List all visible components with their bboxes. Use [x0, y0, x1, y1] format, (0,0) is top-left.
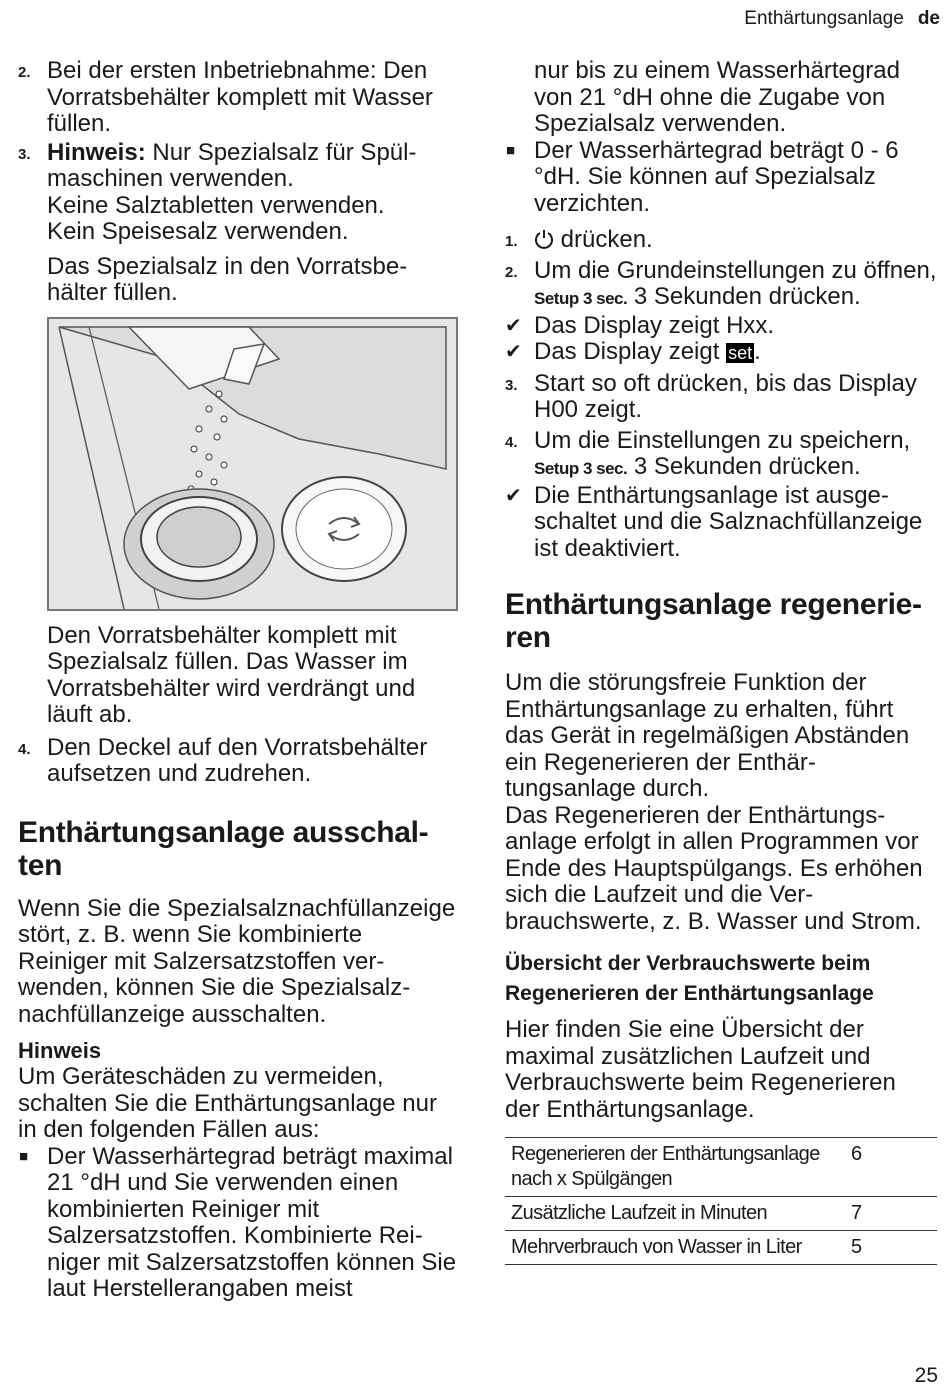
bullet-text: Der Wasserhärtegrad beträgt 0 - 6 °dH. Sie können auf Spezialsalz verzichten.	[534, 136, 899, 217]
table-row	[505, 1138, 937, 1197]
step-text: Den Deckel auf den Vorratsbehälter aufsetzen und zudrehen.	[47, 733, 428, 787]
result-text: Das Display zeigt	[534, 338, 727, 365]
table-cell-label: Zusätzliche Laufzeit in Minuten	[505, 1197, 845, 1231]
note-heading: Hinweis	[18, 1038, 102, 1063]
section-paragraph: Hier finden Sie eine Übersicht der maximal zusätzlichen Laufzeit und Verbrauchswerte beim Regenerieren der Enthärtungsanlage.	[505, 1016, 896, 1123]
table-cell-value: 5	[845, 1231, 937, 1265]
step-number: 1.	[505, 233, 518, 250]
step-1	[505, 227, 937, 254]
step-text: Um die Grundeinstellungen zu öffnen,	[534, 256, 937, 284]
power-icon	[534, 229, 554, 249]
step-4	[18, 735, 458, 788]
result-2	[505, 339, 937, 367]
result-3	[505, 483, 937, 563]
result-text: .	[754, 338, 761, 365]
table-cell-value: 7	[845, 1197, 937, 1231]
table-row	[505, 1197, 937, 1231]
step-4	[505, 428, 937, 483]
bullet-square-icon: ■	[506, 141, 516, 159]
salt-filling-illustration	[47, 317, 458, 611]
page-number: 25	[914, 1364, 938, 1387]
step-text-line: Kein Speisesalz verwenden.	[47, 218, 349, 245]
right-column	[505, 58, 937, 1265]
step-text: drücken.	[554, 226, 653, 253]
table-row	[505, 1231, 937, 1265]
bullet-continuation: nur bis zu einem Wasserhärtegrad von 21 °dH ohne die Zugabe von Spezialsalz verwenden.	[534, 57, 900, 137]
start-button-label: Start	[534, 369, 585, 397]
step-text: 3 Sekunden drücken.	[627, 283, 861, 310]
table-cell-label: Mehrverbrauch von Wasser in Liter	[505, 1231, 845, 1265]
section-heading: Enthärtungsanlage regenerieren	[505, 588, 923, 654]
header-language: de	[917, 8, 940, 29]
step-text: Bei der ersten Inbetriebnahme: Den Vorratsbehälter komplett mit Wasser füllen.	[47, 57, 433, 137]
step-text: Nur Spezialsalz für Spülmaschinen verwenden.	[47, 138, 417, 192]
step-text: 3 Sekunden drücken.	[627, 453, 861, 480]
note-label: Hinweis:	[47, 138, 146, 166]
step-paragraph: Das Spezialsalz in den Vorratsbehälter füllen.	[47, 252, 408, 306]
check-icon: ✔	[505, 484, 522, 507]
step-number: 3.	[505, 376, 518, 394]
step-2	[18, 58, 458, 138]
section-paragraph: Um die störungsfreie Funktion der Enthärtungsanlage zu erhalten, führt das Gerät in regelmäßigen Abständen ein Regenerieren der Enthärtungsanlage durch.	[505, 669, 910, 802]
step-3	[505, 371, 937, 424]
result-text: Die Enthärtungsanlage ist ausgeschaltet und die Salznachfüllanzeige ist deaktiviert.	[534, 481, 923, 562]
running-header	[744, 8, 940, 30]
step-number: 4.	[18, 740, 31, 758]
section-intro: Wenn Sie die Spezialsalznachfüllanzeige stört, z. B. wenn Sie kombinierte Reiniger mit Salzersatzstoffen verwenden, können Sie die Spezialsalznachfüllanzeige ausschalten.	[18, 894, 456, 1028]
step-number: 3.	[18, 145, 31, 163]
step-number: 2.	[18, 64, 31, 81]
illustration-svg	[49, 319, 456, 609]
check-icon: ✔	[505, 314, 522, 337]
setup-button-label: Setup 3 sec.	[534, 289, 628, 308]
step-text-line: Keine Salztabletten verwenden.	[47, 191, 385, 219]
section-paragraph: Das Regenerieren der Enthärtungsanlage erfolgt in allen Programmen vor Ende des Hauptspülgangs. Es erhöhen sich die Laufzeit und die Verbrauchswerte, z. B. Wasser und Strom.	[505, 801, 923, 935]
consumption-table	[505, 1137, 937, 1265]
check-icon: ✔	[505, 341, 522, 363]
section-heading: Enthärtungsanlage ausschalten	[18, 815, 429, 882]
step-number: 2.	[505, 263, 518, 281]
table-cell-value: 6	[845, 1138, 937, 1197]
step-number: 4.	[505, 433, 518, 451]
bullet-text: Der Wasserhärtegrad beträgt maximal 21 °dH und Sie verwenden einen kombinierten Reiniger mit Salzersatzstoffen. Kombinierte Reiniger mit Salzersatzstoffen können Sie laut Herstellerangaben meist	[47, 1142, 457, 1302]
result-1	[505, 313, 937, 340]
setup-button-label: Setup 3 sec.	[534, 459, 628, 478]
bullet-item	[505, 138, 937, 218]
note-text: Um Geräteschäden zu vermeiden, schalten Sie die Enthärtungsanlage nur in den folgenden Fällen aus:	[18, 1063, 437, 1143]
step-paragraph: Den Vorratsbehälter komplett mit Spezialsalz füllen. Das Wasser im Vorratsbehälter wird verdrängt und läuft ab.	[47, 621, 416, 728]
step-text: Um die Einstellungen zu speichern,	[534, 426, 911, 454]
header-title: Enthärtungsanlage	[744, 8, 904, 29]
result-text: Das Display zeigt Hxx.	[534, 311, 775, 339]
bullet-item	[18, 1144, 458, 1303]
subsection-heading: Übersicht der Verbrauchswerte beim Regenerieren der Enthärtungsanlage	[505, 952, 874, 1005]
bullet-square-icon: ■	[19, 1147, 29, 1165]
step-2	[505, 258, 937, 313]
step-text: so oft drücken, bis das Display H00 zeigt.	[534, 369, 917, 423]
left-column	[18, 58, 458, 1303]
table-cell-label: Regenerieren der Enthärtungsanlage nach x Spülgängen	[505, 1138, 845, 1197]
display-badge: set	[728, 343, 753, 363]
step-3	[18, 140, 458, 193]
